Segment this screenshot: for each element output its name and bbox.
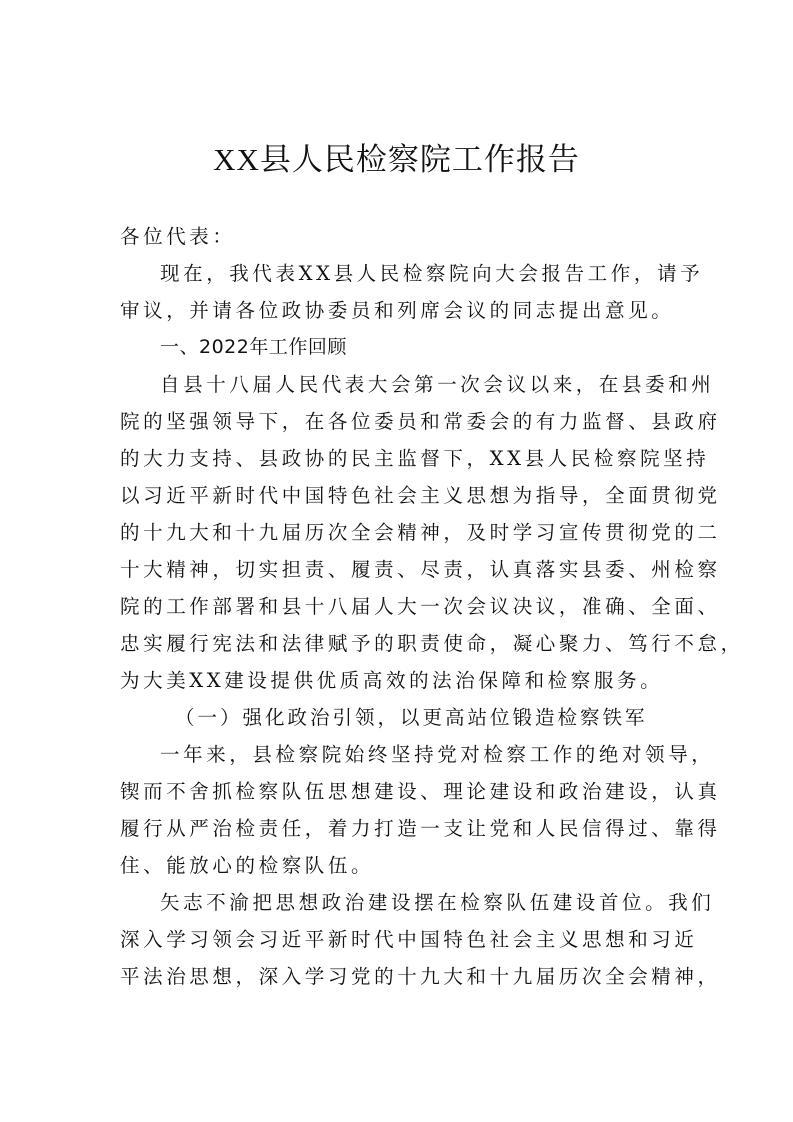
paragraph-line: 为大美XX建设提供优质高效的法治保障和检察服务。 (120, 669, 664, 692)
paragraph-line: 矢志不渝把思想政治建设摆在检察队伍建设首位。我们 (160, 891, 715, 914)
paragraph-line: 审议，并请各位政协委员和列席会议的同志提出意见。 (120, 299, 675, 322)
paragraph-line: 住、能放心的检察队伍。 (120, 854, 375, 877)
paragraph-line: 院的工作部署和县十八届人大一次会议决议，准确、全面、 (120, 595, 721, 618)
paragraph-line: 忠实履行宪法和法律赋予的职责使命，凝心聚力、笃行不怠， (120, 632, 744, 655)
subsection-1-paragraph-1 (120, 736, 721, 884)
paragraph-line: 的大力支持、县政协的民主监督下，XX县人民检察院坚持 (120, 447, 710, 470)
intro-paragraph (120, 255, 704, 329)
salutation: 各位代表： (120, 225, 236, 248)
paragraph-line: 履行从严治检责任，着力打造一支让党和人民信得过、靠得 (120, 817, 721, 840)
document-title: XX县人民检察院工作报告 (213, 142, 580, 177)
section-heading: 一、2022年工作回顾 (160, 336, 347, 358)
subsection-heading: （一）强化政治引领，以更高站位锻造检察铁军 (175, 706, 648, 729)
paragraph-line: 自县十八届人民代表大会第一次会议以来，在县委和州 (160, 373, 715, 396)
section-1-paragraph (120, 366, 744, 699)
paragraph-line: 平法治思想，深入学习党的十九大和十九届历次全会精神， (120, 965, 721, 988)
paragraph-line: 锲而不舍抓检察队伍思想建设、理论建设和政治建设，认真 (120, 780, 721, 803)
paragraph-line: 深入学习领会习近平新时代中国特色社会主义思想和习近 (120, 928, 698, 951)
paragraph-line: 的十九大和十九届历次全会精神，及时学习宣传贯彻党的二 (120, 521, 721, 544)
paragraph-line: 十大精神，切实担责、履责、尽责，认真落实县委、州检察 (120, 558, 721, 581)
paragraph-line: 以习近平新时代中国特色社会主义思想为指导，全面贯彻党 (120, 484, 721, 507)
paragraph-line: 院的坚强领导下，在各位委员和常委会的有力监督、县政府 (120, 410, 721, 433)
paragraph-line: 一年来，县检察院始终坚持党对检察工作的绝对领导， (160, 743, 715, 766)
subsection-1-paragraph-2 (120, 884, 721, 995)
document-body (120, 218, 744, 995)
paragraph-line: 现在，我代表XX县人民检察院向大会报告工作，请予 (160, 262, 704, 285)
